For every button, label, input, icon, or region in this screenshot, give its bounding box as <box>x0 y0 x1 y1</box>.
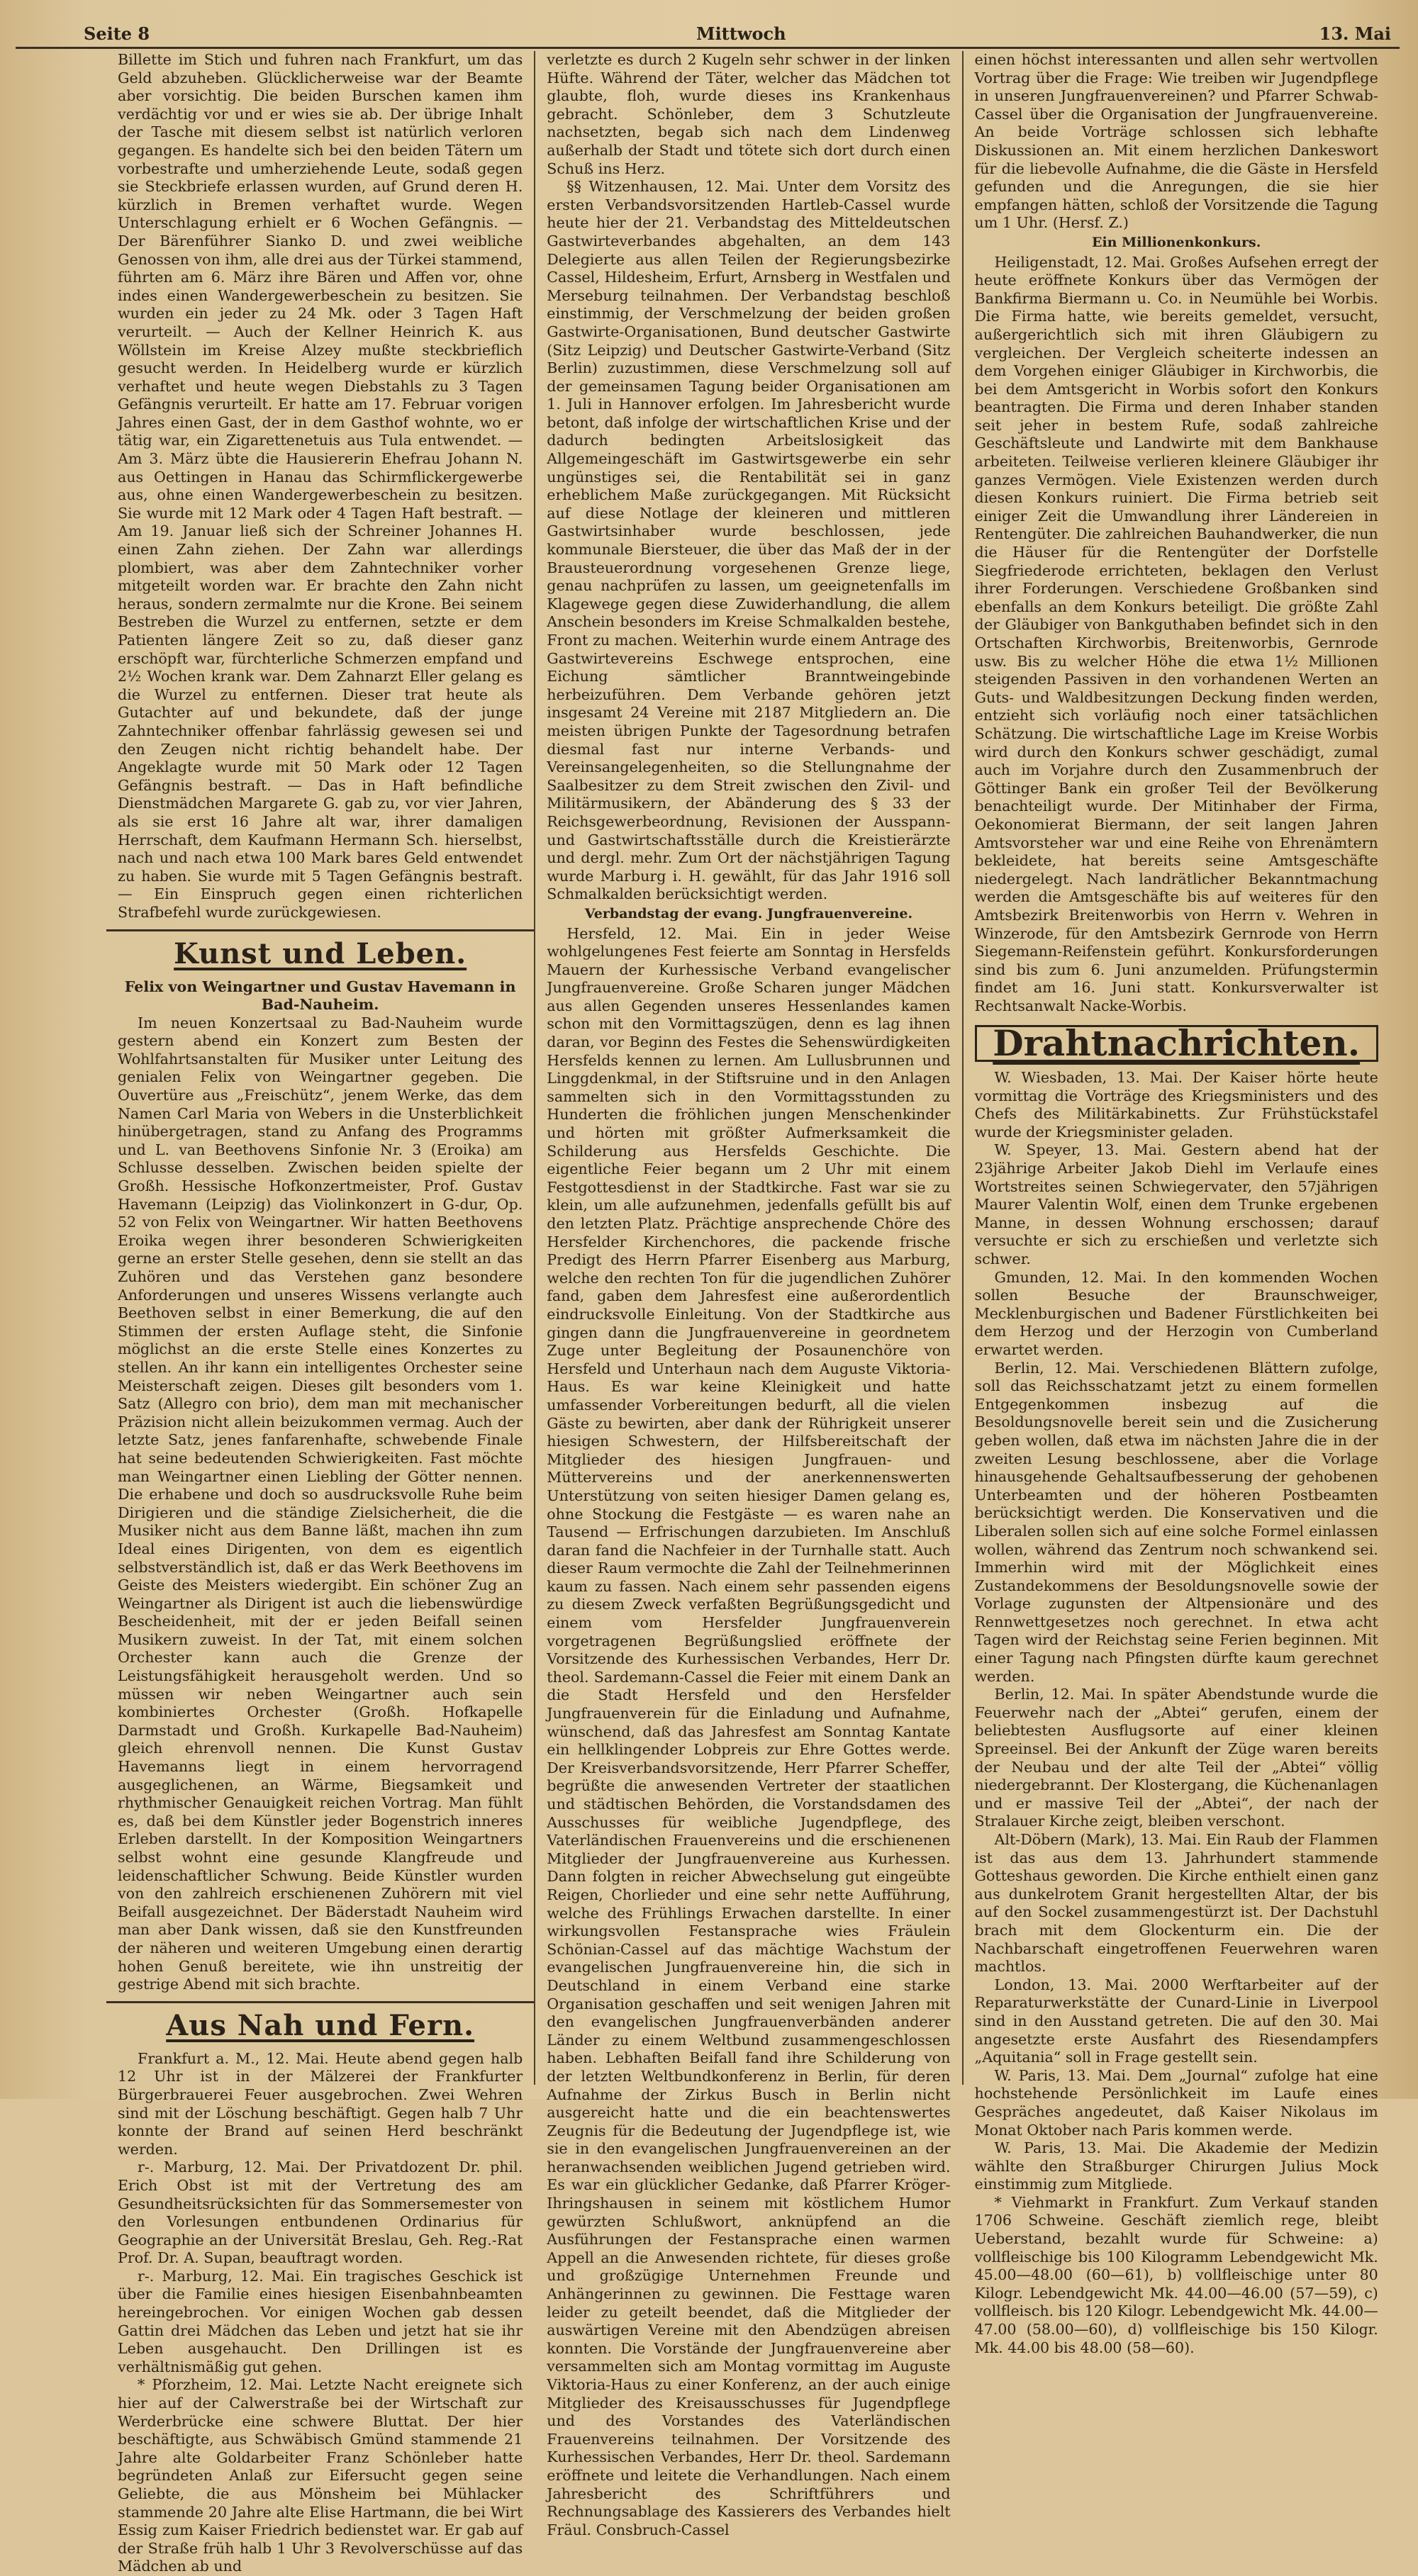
article-subheading: Ein Millionenkonkurs. <box>1091 234 1261 250</box>
article-columns <box>106 51 1390 2575</box>
weekday: Mittwoch <box>696 23 786 44</box>
article-continuation: Billette im Stich und fuhren nach Frankfurt, um das Geld abzuheben. Glücklicherweise war der Beamte aber vorsichtig. Die beiden Burschen kamen ihm verdächtig vor und er wies sie ab. Der übrige Inhalt der Tasche mit diesem selbst ist natürlich verloren gegangen. Es handelte sich bei den beiden Tätern um vorbestrafte und umherziehende Leute, sodaß gegen sie Steckbriefe erlassen wurden, auf Grund deren H. kürzlich in Bremen verhaftet wurde. Wegen Unterschlagung erhielt er 6 Wochen Gefängnis. — Der Bärenführer Sianko D. und zwei weibliche Genossen von ihm, alle drei aus der Türkei stammend, führten am 6. März ihre Bären und Affen vor, ohne indes einen Wandergewerbeschein zu besitzen. Sie wurden ein jeder zu 24 Mk. oder 3 Tagen Haft verurteilt. — Auch der Kellner Heinrich K. aus Wöllstein im Kreise Alzey mußte steckbrieflich gesucht werden. In Heidelberg wurde er kürzlich verhaftet und heute wegen Diebstahls zu 3 Tagen Gefängnis verurteilt. Er hatte am 17. Februar vorigen Jahres einen Gast, der in dem Gasthof wohnte, wo er tätig war, ein Zigarettenetuis aus Tula entwendet. — Am 3. März übte die Hausiererin Ehefrau Johann N. aus Oettingen in Hanau das Schirmflickergewerbe aus, ohne einen Wandergewerbeschein zu besitzen. Sie wurde mit 12 Mark oder 4 Tagen Haft bestraft. — Am 19. Januar ließ sich der Schreiner Johannes H. einen Zahn ziehen. Der Zahn war allerdings plombiert, was aber dem Zahntechniker vorher mitgeteilt worden war. Er brachte den Zahn nicht heraus, sondern zermalmte nur die Krone. Bei seinem Bestreben die Wurzel zu entfernen, setzte er dem Patienten längere Zeit so zu, daß dieser ganz erschöpft war, fürchterliche Schmerzen empfand und 2½ Wochen krank war. Dem Zahnarzt Eller gelang es die Wurzel zu entfernen. Dieser trat heute als Gutachter auf und bekundete, daß der junge Zahntechniker offenbar fahrlässig gewesen sei und den Zeugen nicht richtig behandelt habe. Der Angeklagte wurde mit 50 Mark oder 12 Tagen Gefängnis bestraft. — Das in Haft befindliche Dienstmädchen Margarete G. gab zu, vor vier Jahren, als sie erst 16 Jahre alt war, ihrer damaligen Herrschaft, dem Kaufmann Hermann Sch. hierselbst, nach und nach etwa 100 Mark bares Geld entwendet zu haben. Sie wurde mit 5 Tagen Gefängnis bestraft. — Ein Einspruch gegen einen richterlichen Strafbefehl wurde zurückgewiesen. <box>118 51 523 921</box>
section-title-nah-fern: Aus Nah und Fern. <box>166 2008 475 2042</box>
page-number: Seite 8 <box>84 23 150 44</box>
section-divider <box>106 929 534 931</box>
news-item: §§ Witzenhausen, 12. Mai. Unter dem Vorsitz des ersten Verbandsvorsitzenden Hartleb-Cassel wurde heute hier der 21. Verbandstag des Mitteldeutschen Gastwirteverbandes abgehalten, an dem 143 Delegierte aus allen Teilen der Regierungsbezirke Cassel, Hildesheim, Erfurt, Arnsberg in Westfalen und Merseburg teilnahmen. Der Verbandstag beschloß einstimmig, der Verschmelzung der beiden großen Gastwirte-Organisationen, Bund deutscher Gastwirte (Sitz Leipzig) und Deutscher Gastwirte-Verband (Sitz Berlin) zuzustimmen, diese Verschmelzung soll auf der gemeinsamen Tagung beider Organisationen am 1. Juli in Hannover erfolgen. Im Jahresbericht wurde betont, daß infolge der wirtschaftlichen Krise und der dadurch bedingten Arbeitslosigkeit das Allgemeingeschäft im Gastwirtsgewerbe ein sehr ungünstiges sei, die Rentabilität sei in ganz erheblichem Maße zurückgegangen. Mit Rücksicht auf diese Notlage der kleineren und mittleren Gastwirtsinhaber wurde beschlossen, jede kommunale Biersteuer, die über das Maß der in der Brausteuerordnung vorgesehenen Grenze liege, genau nachprüfen zu lassen, um geeignetenfalls im Klagewege gegen diese Zuwiderhandlung, die allem Anschein besonders im Kreise Schmalkalden bestehe, Front zu machen. Weiterhin wurde einem Antrage des Gastwirtevereins Eschwege entsprochen, eine Eichung sämtlicher Branntweingebinde herbeizuführen. Dem Verbande gehören jetzt insgesamt 24 Vereine mit 2187 Mitgliedern an. Die meisten übrigen Punkte der Tagesordnung betrafen diesmal fast nur interne Verbands- und Vereinsangelegenheiten, so die Stellungnahme der Saalbesitzer zu dem Streit zwischen den Zivil- und Militärmusikern, der Abänderung des § 33 der Reichsgewerbeordnung, Revisionen der Ausspann- und Gastwirtschaftsställe durch die Kreistierärzte und dergl. mehr. Zum Ort der nächstjährigen Tagung wurde Marburg i. H. gewählt, für das Jahr 1916 soll Schmalkalden berücksichtigt werden. <box>547 178 951 903</box>
article-subheading: Verbandstag der evang. Jungfrauenvereine. <box>584 905 913 922</box>
section-title-kunst: Kunst und Leben. <box>174 936 467 970</box>
column-1 <box>106 51 534 2575</box>
news-item: Hersfeld, 12. Mai. Ein in jeder Weise wohlgelungenes Fest feierte am Sonntag in Hersfelds Mauern der Kurhessische Verband evangelischer Jungfrauenvereine. Große Scharen junger Mädchen aus allen Gegenden unseres Hessenlandes kamen schon mit den Vormittagszügen, denn es lag ihnen daran, vor Beginn des Festes die Sehenswürdigkeiten Hersfelds kennen zu lernen. Am Lullusbrunnen und Linggdenkmal, in der Stiftsruine und in den Anlagen sammelten sich in den Vormittagsstunden zu Hunderten die fröhlichen jungen Menschenkinder und hörten mit größter Aufmerksamkeit die Schilderung aus Hersfelds Geschichte. Die eigentliche Feier begann um 2 Uhr mit einem Festgottesdienst in der Stadtkirche. Fast war sie zu klein, um alle aufzunehmen, jedenfalls gefüllt bis auf den letzten Platz. Prächtige ansprechende Chöre des Hersfelder Kirchenchores, die packende frische Predigt des Herrn Pfarrer Eisenberg aus Marburg, welche den rechten Ton für die jugendlichen Zuhörer fand, gaben dem Jahresfest eine außerordentlich eindrucksvolle Einleitung. Von der Stadtkirche aus gingen dann die Jungfrauenvereine in geordnetem Zuge unter Begleitung der Posaunenchöre von Hersfeld und Unterhaun nach dem Auguste Viktoria-Haus. Es war keine Kleinigkeit und hatte umfassender Vorbereitungen bedurft, all die vielen Gäste zu bewirten, aber dank der Rührigkeit unserer hiesigen Schwestern, der Hilfsbereitschaft der Mitglieder des hiesigen Jungfrauen- und Müttervereins und der anerkennenswerten Unterstützung von seiten hiesiger Damen gelang es, ohne Stockung die Festgäste — es waren nahe an Tausend — Erfrischungen darzubieten. Im Anschluß daran fand die Nachfeier in der Turnhalle statt. Auch dieser Raum vermochte die Zahl der Teilnehmerinnen kaum zu fassen. Nach einem sehr passenden eigens zu diesem Zweck verfaßten Begrüßungsgedicht und einem vom Hersfelder Jungfrauenverein vorgetragenen Begrüßungslied eröffnete der Vorsitzende des Kurhessischen Verbandes, Herr Dr. theol. Sardemann-Cassel die Feier mit einem Dank an die Stadt Hersfeld und den Hersfelder Jungfrauenverein für die Einladung und Aufnahme, wünschend, daß das Jahresfest am Sonntag Kantate ein hellklingender Lobpreis zur Ehre Gottes werde. Der Kreisverbandsvorsitzende, Herr Pfarrer Scheffer, begrüßte die anwesenden Vertreter der staatlichen und städtischen Behörden, die Vorstandsdamen des Ausschusses für weibliche Jugendpflege, des Vaterländischen Frauenvereins und die erschienenen Mitglieder der Jungfrauenvereine aus Kurhessen. Dann folgten in reicher Abwechselung gut eingeübte Reigen, Chorlieder und eine sehr nette Aufführung, welche des Frühlings Erwachen darstellte. In einer wirkungsvollen Festansprache wies Fräulein Schönian-Cassel auf das mächtige Wachstum der evangelischen Jungfrauenvereine hin, die sich in Deutschland in einem Verband eine starke Organisation geschaffen und seit wenigen Jahren mit den evangelischen Jungfrauenverbänden anderer Länder zu einem Weltbund zusammengeschlossen haben. Lebhaften Beifall fand ihre Schilderung von der letzten Weltbundkonferenz in Berlin, für deren Aufnahme der Zirkus Busch in Berlin nicht ausgereicht hatte und die ein beachtenswertes Zeugnis für die Bedeutung der Jugendpflege ist, wie sie in den evangelischen Jungfrauenvereinen an der heranwachsenden weiblichen Jugend getrieben wird. Es war ein glücklicher Gedanke, daß Pfarrer Kröger-Ihringshausen in seinem mit köstlichem Humor gewürzten Schlußwort, anknüpfend an die Ausführungen der Festansprache einen warmen Appell an die Anwesenden richtete, für dieses große und großzügige Unternehmen Freunde und Anhängerinnen zu gewinnen. Die Festtage waren leider zu geteilt beendet, daß die Mitglieder der auswärtigen Vereine mit den Abendzügen abreisen konnten. Die Vorstände der Jungfrauenvereine aber versammelten sich am Montag vormittag im Auguste Viktoria-Haus zu einer Konferenz, an der auch einige Mitglieder des Kreisausschusses für Jugendpflege und des Vorstandes des Vaterländischen Frauenvereins teilnahmen. Der Vorsitzende des Kurhessischen Verbandes, Herr Dr. theol. Sardemann eröffnete und leitete die Verhandlungen. Nach einem Jahresbericht des Schriftführers und Rechnungsablage des Kassierers des Verbandes hielt Fräul. Consbruch-Cassel <box>547 924 951 2538</box>
section-title-drahtnachrichten: Drahtnachrichten. <box>975 1025 1378 1062</box>
article-body: Im neuen Konzertsaal zu Bad-Nauheim wurde gestern abend ein Konzert zum Besten der Wohlfahrtsanstalten für Musiker unter Leitung des genialen Felix von Weingartner gegeben. Die Ouvertüre aus „Freischütz“, jenem Werke, das dem Namen Carl Maria von Webers in die Unsterblichkeit hinübergetragen, stand zu Anfang des Programms und L. van Beethovens Sinfonie Nr. 3 (Eroika) am Schlusse desselben. Zwischen beiden spielte der Großh. Hessische Hofkonzertmeister, Prof. Gustav Havemann (Leipzig) das Violinkonzert in G-dur, Op. 52 von Felix von Weingartner. Wir hatten Beethovens Eroika wegen ihrer besonderen Schwierigkeiten gerne an erster Stelle gesehen, denn sie stellt an das Zuhören und das Verstehen ganz besondere Anforderungen und unseres Wissens verlangte auch Beethoven selbst in einer Bemerkung, die auf den Stimmen der ersten Auflage steht, die Sinfonie möglichst an die erste Stelle eines Konzertes zu stellen. An ihr kann ein intelligentes Orchester seine Meisterschaft zeigen. Dieses gilt besonders vom 1. Satz (Allegro con brio), dem man mit mechanischer Präzision nicht allein beizukommen vermag. Auch der letzte Satz, jenes fanfarenhafte, schwebende Finale hat seine bedeutenden Schwierigkeiten. Fast möchte man Weingartner einen Liebling der Götter nennen. Die erhabene und doch so ausdrucksvolle Ruhe beim Dirigieren und die ständige Zielsicherheit, die die Musiker nicht aus dem Banne läßt, machen ihn zum Ideal eines Dirigenten, von dem es eigentlich selbstverständlich ist, daß er das Werk Beethovens im Geiste des Meisters wiedergibt. Ein schöner Zug an Weingartner als Dirigent ist auch die liebenswürdige Bescheidenheit, mit der er jeden Beifall seinen Musikern zuweist. In der Tat, mit einem solchen Orchester kann auch die Grenze der Leistungsfähigkeit herausgeholt werden. Und so müssen wir neben Weingartner auch sein kombiniertes Orchester (Großh. Hofkapelle Darmstadt und Großh. Kurkapelle Bad-Nauheim) gleich ehrenvoll nennen. Die Kunst Gustav Havemanns liegt in einem hervorragend ausgeglichenen, an Wärme, Biegsamkeit und rhythmischer Genauigkeit reichen Vortrag. Man fühlt es, daß bei dem Künstler jeder Bogenstrich inneres Erleben darstellt. In der Komposition Weingartners selbst wohnt eine gesunde Klangfreude und leidenschaftlicher Schwung. Beide Künstler wurden von den zahlreich erschienenen Zuhörern mit viel Beifall ausgezeichnet. Der Bäderstadt Nauheim wird man aber Dank wissen, daß sie den Kunstfreunden der näheren und weiteren Umgebung einen derartig hohen Genuß bereitete, wie ihn unstreitig der gestrige Abend mit sich brachte. <box>118 1014 523 1993</box>
news-item: r-. Marburg, 12. Mai. Der Privatdozent Dr. phil. Erich Obst ist mit der Vertretung des am Gesundheitsrücksichten für das Sommersemester von den Vorlesungen entbundenen Ordinarius für Geographie an der Universität Breslau, Geh. Reg.-Rat Prof. Dr. A. Supan, beauftragt worden. <box>118 2158 523 2267</box>
column-3 <box>962 51 1390 2356</box>
page-header <box>16 13 1400 49</box>
news-item: W. Paris, 13. Mai. Dem „Journal“ zufolge hat eine hochstehende Persönlichkeit im Laufe eines Gespräches angedeutet, daß Kaiser Nikolaus im Monat Oktober nach Paris kommen werde. <box>974 2066 1378 2139</box>
news-item: London, 13. Mai. 2000 Werftarbeiter auf der Reparaturwerkstätte der Cunard-Linie in Liverpool sind in den Ausstand getreten. Die auf den 30. Mai angesetzte erste Ausfahrt des Riesendampfers „Aquitania“ soll in Frage gestellt sein. <box>974 1976 1378 2066</box>
news-item: Frankfurt a. M., 12. Mai. Heute abend gegen halb 12 Uhr ist in der Mälzerei der Frankfurter Bürgerbrauerei Feuer ausgebrochen. Zwei Wehren sind mit der Löschung beschäftigt. Gegen halb 7 Uhr konnte der Brand auf seinen Herd beschränkt werden. <box>118 2049 523 2158</box>
news-item: Berlin, 12. Mai. Verschiedenen Blättern zufolge, soll das Reichsschatzamt jetzt zu einem formellen Entgegenkommen insbezug auf die Besoldungsnovelle bereit sein und die Zusicherung geben wollen, daß etwa im nächsten Jahre die in der zweiten Lesung beschlossene, aber die Vorlage hinausgehende Gehaltsaufbesserung der gehobenen Unterbeamten und der höheren Postbeamten berücksichtigt werden. Die Konservativen und die Liberalen sollen sich auf eine solche Formel einlassen wollen, während das Zentrum noch schwankend sei. Immerhin wird mit der Möglichkeit eines Zustandekommens der Besoldungsnovelle sowie der Vorlage zugunsten der Altpensionäre und des Rennwettgesetzes noch gerechnet. In etwa acht Tagen wird der Reichstag seine Ferien beginnen. Mit einer Tagung nach Pfingsten dürfte kaum gerechnet werden. <box>974 1359 1378 1685</box>
news-item: * Viehmarkt in Frankfurt. Zum Verkauf standen 1706 Schweine. Geschäft ziemlich rege, bleibt Ueberstand, bezahlt wurde für Schweine: a) vollfleischige bis 100 Kilogramm Lebendgewicht Mk. 45.00—48.00 (60—61), b) vollfleischige unter 80 Kilogr. Lebendgewicht Mk. 44.00—46.00 (57—59), c) vollfleisch. bis 120 Kilogr. Lebendgewicht Mk. 44.00—47.00 (58.00—60), d) vollfleischige bis 150 Kilogr. Mk. 44.00 bis 48.00 (58—60). <box>974 2193 1378 2356</box>
news-item: * Pforzheim, 12. Mai. Letzte Nacht ereignete sich hier auf der Calwerstraße bei der Wirtschaft zur Werderbrücke eine schwere Bluttat. Der hier beschäftigte, aus Schwäbisch Gmünd stammende 21 Jahre alte Goldarbeiter Franz Schönleber hatte begründeten Anlaß zur Eifersucht gegen seine Geliebte, die aus Mönsheim bei Mühlacker stammende 20 Jahre alte Elise Hartmann, die bei Wirt Essig zum Kaiser Friedrich bedienstet war. Er gab auf der Straße früh halb 1 Uhr 3 Revolverschüsse auf das Mädchen ab und <box>118 2376 523 2575</box>
news-item: Gmunden, 12. Mai. In den kommenden Wochen sollen Besuche der Braunschweiger, Mecklenburgischen und Badener Fürstlichkeiten bei dem Herzog und der Herzogin von Cumberland erwartet werden. <box>974 1268 1378 1358</box>
section-divider <box>106 2001 534 2003</box>
article-continuation: einen höchst interessanten und allen sehr wertvollen Vortrag über die Frage: Wie treiben wir Jugendpflege in unseren Jungfrauenvereinen? und Pfarrer Schwab-Cassel über die Organisation der Jungfrauenvereine. An beide Vorträge schlossen sich lebhafte Diskussionen an. Mit einem herzlichen Dankeswort für die liebevolle Aufnahme, die die Gäste in Hersfeld gefunden und die Anregungen, die sie hier empfangen hätten, schloß der Vorsitzende die Tagung um 1 Uhr. (Hersf. Z.) <box>974 51 1378 232</box>
news-item: Alt-Döbern (Mark), 13. Mai. Ein Raub der Flammen ist das aus dem 13. Jahrhundert stammende Gotteshaus geworden. Die Kirche enthielt einen ganz aus dunkelrotem Granit hergestellten Altar, der bis auf den Sockel zusammengestürzt ist. Der Dachstuhl brach mit dem Glockenturm ein. Die der Nachbarschaft eingetroffenen Feuerwehren waren machtlos. <box>974 1831 1378 1976</box>
news-item: Heiligenstadt, 12. Mai. Großes Aufsehen erregt der heute eröffnete Konkurs über das Vermögen der Bankfirma Biermann u. Co. in Neumühle bei Worbis. Die Firma hatte, wie bereits gemeldet, versucht, außergerichtlich sich mit ihren Gläubigern zu vergleichen. Der Vergleich scheiterte indessen an dem Vorgehen einiger Gläubiger in Kirchworbis, die bei dem Amtsgericht in Worbis sofort den Konkurs beantragten. Die Firma und deren Inhaber standen seit jeher in bestem Rufe, sodaß zahlreiche Geschäftsleute und Landwirte mit dem Bankhause arbeiteten. Teilweise verlieren kleinere Gläubiger ihr ganzes Vermögen. Viele Existenzen werden durch diesen Konkurs ruiniert. Die Firma betrieb seit einiger Zeit die Umwandlung ihrer Ländereien in Rentengüter. Die zahlreichen Bauhandwerker, die nun die Häuser für die Rentengüter der Dorfstelle Siegfriederode errichteten, beklagen den Verlust ihrer Forderungen. Verschiedene Großbanken sind ebenfalls an dem Konkurs beteiligt. Die größte Zahl der Gläubiger von Bankguthaben befindet sich in den Ortschaften Kirchworbis, Breitenworbis, Gernrode usw. Bis zu welcher Höhe die etwa 1½ Millionen steigenden Passiven in den vorhandenen Werten an Guts- und Waldbesitzungen Deckung finden werden, entzieht sich vorläufig noch einer tatsächlichen Schätzung. Die wirtschaftliche Lage im Kreise Worbis wird durch den Konkurs schwer geschädigt, zumal auch im Vorjahre durch den Zusammenbruch der Göttinger Bank ein großer Teil der Bevölkerung benachteiligt wurde. Der Mitinhaber der Firma, Oekonomierat Biermann, der seit langen Jahren Amtsvorsteher war und eine Reihe von Ehrenämtern bekleidete, hat bereits seine Amtsgeschäfte niedergelegt. Nach landrätlicher Bekanntmachung werden die Amtsgeschäfte bis auf weiteres für den Amtsbezirk Breitenworbis von Herrn v. Wehren in Winzerode, für den Amtsbezirk Gernrode von Herrn Siegemann-Reifenstein geführt. Konkursforderungen sind bis zum 6. Juni anzumelden. Prüfungstermin findet am 16. Juni statt. Konkursverwalter ist Rechtsanwalt Nacke-Worbis. <box>974 253 1378 1014</box>
news-item: W. Speyer, 13. Mai. Gestern abend hat der 23jährige Arbeiter Jakob Diehl im Verlaufe eines Wortstreites seinen Schwiegervater, den 57jährigen Maurer Valentin Wolf, einen dem Trunke ergebenen Manne, in dessen Wohnung erschossen; darauf versuchte er sich zu erschießen und verletzte sich schwer. <box>974 1141 1378 1267</box>
column-2 <box>534 51 961 2538</box>
article-headline: Felix von Weingartner und Gustav Havemann in Bad-Nauheim. <box>124 978 516 1014</box>
news-item: W. Wiesbaden, 13. Mai. Der Kaiser hörte heute vormittag die Vorträge des Kriegsministers und des Chefs des Militärkabinetts. Zur Frühstückstafel wurde der Kriegsminister geladen. <box>974 1069 1378 1141</box>
news-item: W. Paris, 13. Mai. Die Akademie der Medizin wählte den Straßburger Chirurgen Julius Mock einstimmig zum Mitgliede. <box>974 2139 1378 2193</box>
article-continuation: verletzte es durch 2 Kugeln sehr schwer in der linken Hüfte. Während der Täter, welcher das Mädchen tot glaubte, floh, wurde dieses ins Krankenhaus gebracht. Schönleber, dem 3 Schutzleute nachsetzten, begab sich nach dem Lindenweg außerhalb der Stadt und tötete sich dort durch einen Schuß ins Herz. <box>547 51 951 177</box>
news-item: Berlin, 12. Mai. In später Abendstunde wurde die Feuerwehr nach der „Abtei“ gerufen, einem der beliebtesten Ausflugsorte auf einer kleinen Spreeinsel. Bei der Ankunft der Züge waren bereits der Neubau und der alte Teil der „Abtei“ völlig niedergebrannt. Der Klostergang, die Küchenanlagen und er massive Teil der „Abtei“, der nach der Stralauer Kirche zeigt, bleiben verschont. <box>974 1686 1378 1830</box>
news-item: r-. Marburg, 12. Mai. Ein tragisches Geschick ist über die Familie eines hiesigen Eisenbahnbeamten hereingebrochen. Vor einigen Wochen gab dessen Gattin drei Mädchen das Leben und jetzt hat sie ihr Leben ausgehaucht. Den Drillingen ist es verhältnismäßig gut gehen. <box>118 2267 523 2375</box>
date: 13. Mai <box>1319 23 1391 44</box>
